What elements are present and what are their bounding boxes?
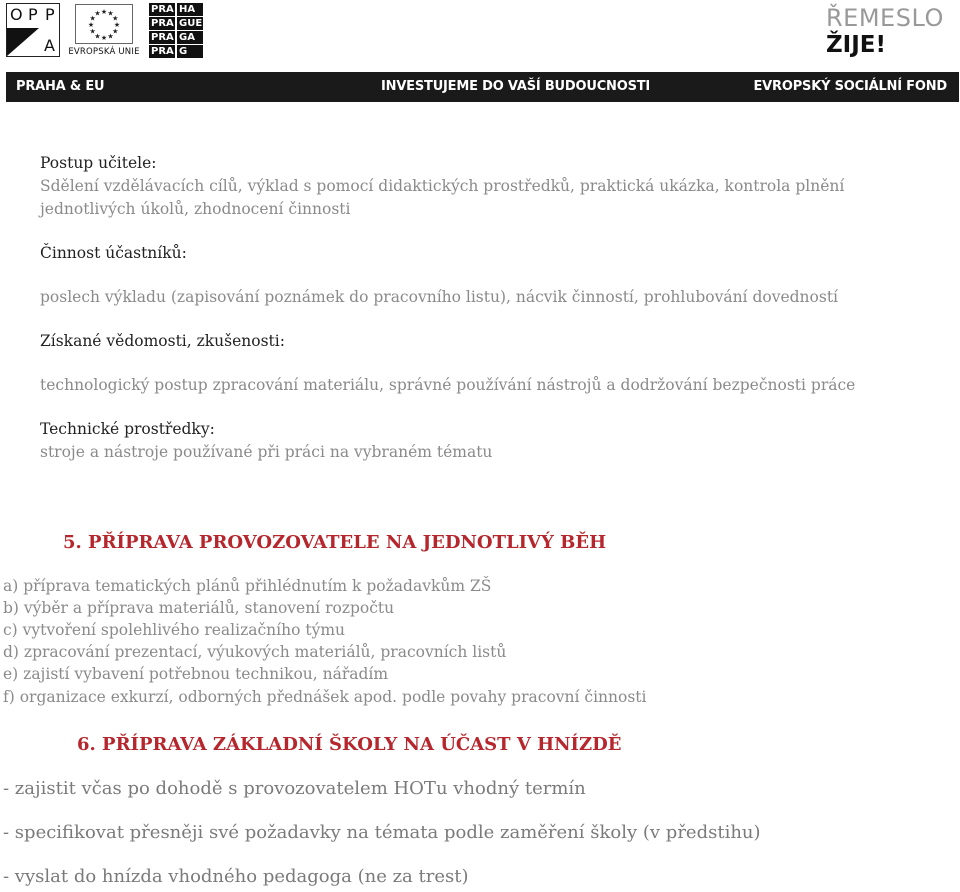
- section5-item: d) zpracování prezentací, výukových materiálů, pracovních listů: [3, 643, 507, 661]
- oppa-triangle-icon: [7, 28, 39, 56]
- header-bar: [6, 72, 959, 102]
- svg-text:★: ★: [112, 27, 119, 36]
- oppa-letter-a: A: [44, 36, 55, 55]
- oppa-letter-p1: P: [28, 5, 38, 24]
- praha-cell: PRA: [151, 32, 174, 43]
- cinnost-label: Činnost účastníků:: [40, 244, 187, 262]
- praha-cell: G: [177, 45, 203, 58]
- remeslo-zije-logo: [826, 4, 950, 60]
- technicke-text: stroje a nástroje používané při práci na vybraném tématu: [40, 443, 493, 461]
- remeslo-text: ŘEMESLO: [826, 4, 944, 32]
- praha-cell: HA: [177, 3, 203, 16]
- svg-text:★: ★: [100, 8, 108, 16]
- praha-cell: PRA: [151, 4, 174, 15]
- section5-item: b) výběr a příprava materiálů, stanovení rozpočtu: [3, 599, 395, 617]
- ziskane-label: Získané vědomosti, zkušenosti:: [40, 332, 285, 350]
- praha-cell: GA: [177, 31, 203, 44]
- praha-cell: GUE: [179, 18, 203, 29]
- postup-line1: Sdělení vzdělávacích cílů, výklad s pomocí didaktických prostředků, praktická ukázka, kontrola plnění: [40, 177, 845, 195]
- svg-text:★: ★: [94, 32, 101, 41]
- svg-text:★: ★: [89, 14, 96, 23]
- section5-item: e) zajistí vybavení potřebnou technikou, nářadím: [3, 665, 389, 683]
- svg-text:★: ★: [87, 21, 95, 29]
- eu-logo: [67, 4, 141, 58]
- section5-item: f) organizace exkurzí, odborných přednášek apod. podle povahy pracovní činnosti: [3, 688, 647, 706]
- zije-text: ŽIJE!: [826, 32, 886, 58]
- praha-logo: [149, 3, 205, 59]
- oppa-letter-p2: P: [45, 5, 55, 24]
- oppa-letter-o: O: [10, 5, 23, 24]
- eu-flag-icon: [75, 4, 133, 44]
- eu-stars-icon: [76, 5, 132, 43]
- postup-line2: jednotlivých úkolů, zhodnocení činnosti: [40, 200, 351, 218]
- svg-text:★: ★: [100, 34, 108, 42]
- ziskane-text: technologický postup zpracování materiálu, správné používání nástrojů a dodržování bezpečnosti práce: [40, 376, 856, 394]
- section5-item: c) vytvoření spolehlivého realizačního týmu: [3, 621, 346, 639]
- oppa-logo: [6, 3, 60, 57]
- svg-text:★: ★: [107, 9, 114, 18]
- svg-text:★: ★: [113, 21, 121, 29]
- section6-item: - zajistit včas po dohodě s provozovatelem HOTu vhodný termín: [3, 778, 586, 799]
- section6-item: - specifikovat přesněji své požadavky na témata podle zaměření školy (v předstihu): [3, 822, 761, 843]
- cinnost-text: poslech výkladu (zapisování poznámek do pracovního listu), nácvik činností, prohlubování dovedností: [40, 288, 839, 306]
- svg-text:★: ★: [107, 32, 114, 41]
- bar-left-text: PRAHA & EU: [16, 79, 105, 94]
- section6-item: - vyslat do hnízda vhodného pedagoga (ne za trest): [3, 866, 469, 887]
- bar-right-text: EVROPSKÝ SOCIÁLNÍ FOND: [753, 79, 947, 94]
- postup-label: Postup učitele:: [40, 154, 157, 172]
- bar-center-text: INVESTUJEME DO VAŠÍ BUDOUCNOSTI: [381, 79, 651, 94]
- section5-heading: 5. PŘÍPRAVA PROVOZOVATELE NA JEDNOTLIVÝ BĚH: [63, 532, 607, 553]
- praha-cell: PRA: [151, 18, 174, 29]
- svg-text:★: ★: [112, 14, 119, 23]
- section6-heading: 6. PŘÍPRAVA ZÁKLADNÍ ŠKOLY NA ÚČAST V HNÍZDĚ: [77, 734, 622, 755]
- eu-label: EVROPSKÁ UNIE: [68, 47, 140, 57]
- svg-text:★: ★: [89, 27, 96, 36]
- technicke-label: Technické prostředky:: [40, 420, 215, 438]
- praha-cell: PRA: [151, 46, 174, 57]
- section5-item: a) příprava tematických plánů přihlédnutím k požadavkům ZŠ: [3, 577, 492, 595]
- svg-text:★: ★: [94, 9, 101, 18]
